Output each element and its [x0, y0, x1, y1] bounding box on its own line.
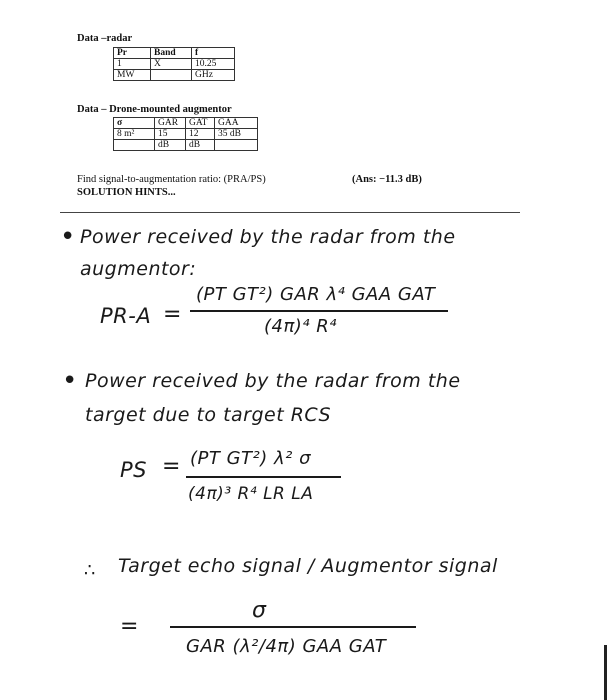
table-cell — [215, 140, 258, 151]
ratio-label: Target echo signal / Augmentor signal — [118, 555, 498, 577]
divider — [60, 212, 520, 213]
bullet1-line1: Power received by the radar from the — [80, 226, 456, 248]
table-cell: X — [151, 59, 192, 70]
table-cell: GAA — [215, 118, 258, 129]
table-cell: dB — [155, 140, 186, 151]
augmentor-data-title: Data – Drone-mounted augmentor — [77, 104, 232, 115]
table-cell — [151, 70, 192, 81]
table-cell — [114, 140, 155, 151]
answer-text: (Ans: −11.3 dB) — [352, 174, 422, 185]
bullet2-line2: target due to target RCS — [85, 404, 332, 426]
eq3-numerator: σ — [252, 598, 267, 623]
radar-data-title: Data –radar — [77, 33, 133, 44]
table-cell: 12 — [186, 129, 215, 140]
table-cell: 8 m² — [114, 129, 155, 140]
eq2-equals: = — [162, 454, 181, 479]
table-row — [114, 48, 235, 59]
eq2-lhs: PS — [120, 458, 147, 482]
table-row — [114, 140, 258, 151]
table-cell: 10.25 — [192, 59, 235, 70]
page-edge-bar — [604, 645, 607, 700]
bullet-icon: • — [62, 366, 78, 396]
table-cell: 35 dB — [215, 129, 258, 140]
table-cell: GAR — [155, 118, 186, 129]
question-text: Find signal-to-augmentation ratio: (PRA/PS) — [77, 174, 266, 185]
eq2-denominator: (4π)³ R⁴ LR LA — [188, 484, 314, 504]
table-cell: 1 — [114, 59, 151, 70]
bullet1-line2: augmentor: — [80, 258, 197, 280]
therefore-symbol: ∴ — [84, 560, 96, 581]
table-row — [114, 129, 258, 140]
table-cell: σ — [114, 118, 155, 129]
eq1-fraction-line — [190, 310, 448, 312]
augmentor-data-table — [113, 117, 258, 151]
table-cell: GHz — [192, 70, 235, 81]
table-cell: dB — [186, 140, 215, 151]
table-row — [114, 118, 258, 129]
solution-hints-label: SOLUTION HINTS... — [77, 187, 176, 198]
table-cell: 15 — [155, 129, 186, 140]
eq1-numerator: (PT GT²) GAR λ⁴ GAA GAT — [196, 284, 436, 305]
table-cell: GAT — [186, 118, 215, 129]
eq2-numerator: (PT GT²) λ² σ — [190, 448, 311, 469]
eq3-equals: = — [120, 614, 139, 639]
eq1-equals: = — [163, 302, 182, 327]
table-cell: Pr — [114, 48, 151, 59]
table-cell: Band — [151, 48, 192, 59]
table-cell: f — [192, 48, 235, 59]
radar-data-table — [113, 47, 235, 81]
eq2-fraction-line — [186, 476, 341, 478]
table-cell: MW — [114, 70, 151, 81]
bullet-icon: • — [60, 222, 76, 252]
eq1-lhs: PR-A — [100, 304, 152, 328]
bullet2-line1: Power received by the radar from the — [85, 370, 461, 392]
table-row — [114, 70, 235, 81]
eq1-denominator: (4π)⁴ R⁴ — [264, 316, 337, 337]
table-row — [114, 59, 235, 70]
eq3-denominator: GAR (λ²/4π) GAA GAT — [186, 636, 387, 657]
eq3-fraction-line — [170, 626, 416, 628]
